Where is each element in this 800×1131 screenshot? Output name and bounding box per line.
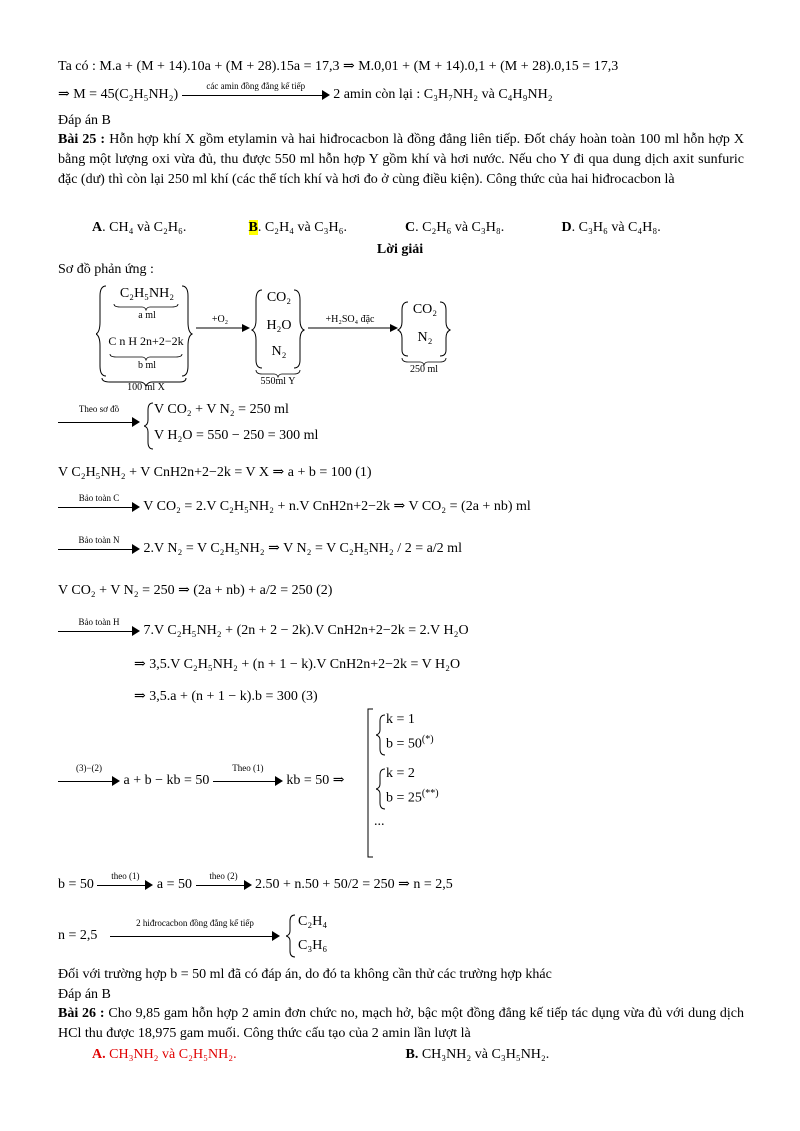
case-2-k: k = 2	[386, 766, 415, 781]
eq-kb: kb = 50 ⇒	[286, 773, 345, 788]
equation-line-1: Ta có : M.a + (M + 14).10a + (M + 28).15a = 17,3 ⇒ M.0,01 + (M + 14).0,1 + (M + 28).0,15 = 17,3	[58, 59, 619, 74]
equation-3: ⇒ 3,5.a + (n + 1 − k).b = 300 (3)	[134, 689, 318, 704]
scheme-hc-amount: b ml	[137, 360, 157, 371]
solution-title: Lời giải	[376, 242, 424, 257]
hc-result-2: C₃H₆	[298, 938, 328, 953]
question-25	[58, 130, 744, 190]
note: Đối với trường hợp b = 50 ml đã có đáp án, do đó ta không cần thử các trường hợp khác	[58, 967, 552, 982]
theo-so-do-arrow: Theo sơ đồ	[58, 416, 140, 428]
equation-2: V CO₂ + V N₂ = 250 ⇒ (2a + nb) + a/2 = 250 (2)	[58, 583, 333, 598]
answer-1: Đáp án B	[58, 113, 111, 128]
hydrocarbon-result: n = 2,5 2 hiđrocacbon đồng đẳng kế tiếp C₂H₄ C₃H₆	[58, 914, 458, 964]
reaction-scheme	[96, 282, 496, 392]
cases-block: (3)−(2) a + b − kb = 50 Theo (1) kb = 50 ⇒ k = 1 b = 50(*) k = 2 b = 25(**) ...	[58, 708, 538, 868]
arrow-label: các amin đồng đẳng kế tiếp	[206, 80, 306, 91]
conservation-c-eq: V CO₂ = 2.V C₂H₅NH₂ + n.V CnH2n+2−2k ⇒ V CO₂ = (2a + nb) ml	[143, 499, 531, 514]
scheme-z-co2: CO₂	[412, 302, 438, 317]
q25-option-d: D. C₃H₆ và C₄H₈.	[561, 220, 661, 235]
scheme-amine: C₂H₅NH₂	[119, 286, 175, 301]
scheme-y-h2o: H₂O	[266, 318, 292, 333]
q25-option-a: A. CH₄ và C₂H₆.	[92, 220, 187, 235]
scheme-arrow1-label: +O₂	[211, 314, 229, 325]
question-26-text: Cho 9,85 gam hỗn hợp 2 amin đơn chức no, mạch hở, bậc một đồng đẳng kế tiếp tác dụng vừa đủ với dung dịch HCl thu được 18,975 gam muối. Công thức cấu tạo của 2 amin lần lượt là	[58, 1006, 745, 1041]
question-25-label: Bài 25 :	[58, 132, 106, 147]
scheme-mix-x: 100 ml X	[127, 382, 165, 393]
q25-option-b: B. C₂H₄ và C₃H₆.	[248, 220, 347, 235]
conservation-n: Bảo toàn N 2.V N₂ = V C₂H₅NH₂ ⇒ V N₂ = V C₂H₅NH₂ / 2 = a/2 ml	[58, 540, 462, 558]
case-1-k: k = 1	[386, 712, 415, 727]
final-equation: b = 50 theo (1) a = 50 theo (2) 2.50 + n.50 + 50/2 = 250 ⇒ n = 2,5	[58, 870, 453, 892]
scheme-amine-amount: a ml	[138, 310, 156, 321]
question-26	[58, 1004, 744, 1044]
scheme-title: Sơ đồ phản ứng :	[58, 262, 154, 277]
conservation-h: Bảo toàn H 7.V C₂H₅NH₂ + (2n + 2 − 2k).V CnH2n+2−2k = 2.V H₂O	[58, 622, 469, 640]
question-25-text: Hỗn hợp khí X gồm etylamin và hai hiđrocacbon là đồng đẳng liên tiếp. Đốt cháy hoàn toàn 100 ml hỗn hợp X bằng một lượng oxi vừa đủ, thu được 550 ml hỗn hợp Y gồm khí và hơi nước. Nếu cho Y đi qua dung dịch axit sunfuric đặc (dư) thì còn lại 250 ml khí (các thể tích khí và hơi đo ở cùng điều kiện). Công thức của hai hiđrocacbon là	[58, 132, 745, 187]
answer-2: Đáp án B	[58, 987, 111, 1002]
eq2-left: ⇒ M = 45(C₂H₅NH₂)	[58, 87, 179, 102]
equation-line-2	[58, 80, 553, 104]
equation-1: V C₂H₅NH₂ + V CnH2n+2−2k = V X ⇒ a + b = 100 (1)	[58, 465, 372, 480]
hc-result-1: C₂H₄	[298, 914, 328, 929]
question-26-label: Bài 26 :	[58, 1006, 105, 1021]
scheme-z-n2: N₂	[417, 330, 433, 345]
scheme-y-label: 550ml Y	[260, 376, 296, 387]
case-1-b: b = 50(*)	[386, 734, 434, 752]
scheme-arrow2-label: +H₂SO₄ đặc	[325, 314, 375, 325]
conservation-c: Bảo toàn C V CO₂ = 2.V C₂H₅NH₂ + n.V CnH2n+2−2k ⇒ V CO₂ = (2a + nb) ml	[58, 498, 531, 516]
q25-option-c: C. C₂H₆ và C₃H₈.	[405, 220, 505, 235]
q25-options	[92, 219, 712, 237]
scheme-y-n2: N₂	[271, 344, 287, 359]
case-2-b: b = 25(**)	[386, 788, 439, 806]
cases-more: ...	[374, 814, 385, 829]
reaction-arrow	[182, 80, 330, 101]
system-1-line-b: V H₂O = 550 − 250 = 300 ml	[154, 428, 319, 443]
q26-option-a: A. CH₃NH₂ và C₂H₅NH₂.	[92, 1047, 237, 1062]
scheme-z-label: 250 ml	[409, 364, 439, 375]
q26-option-b: B. CH₃NH₂ và C₃H₅NH₂.	[405, 1047, 550, 1062]
conservation-h-eq1: 7.V C₂H₅NH₂ + (2n + 2 − 2k).V CnH2n+2−2k = 2.V H₂O	[143, 623, 469, 638]
scheme-y-co2: CO₂	[266, 290, 292, 305]
system-1-line-a: V CO₂ + V N₂ = 250 ml	[154, 402, 289, 417]
q26-options	[92, 1046, 549, 1064]
eq2-right: 2 amin còn lại : C₃H₇NH₂ và C₄H₉NH₂	[333, 87, 553, 102]
scheme-hydrocarbon: C n H 2n+2−2k	[108, 334, 184, 348]
eq-32: a + b − kb = 50	[123, 773, 210, 788]
conservation-h-eq2: ⇒ 3,5.V C₂H₅NH₂ + (n + 1 − k).V CnH2n+2−2k = V H₂O	[134, 657, 461, 672]
conservation-n-eq: 2.V N₂ = V C₂H₅NH₂ ⇒ V N₂ = V C₂H₅NH₂ / 2 = a/2 ml	[143, 541, 462, 556]
